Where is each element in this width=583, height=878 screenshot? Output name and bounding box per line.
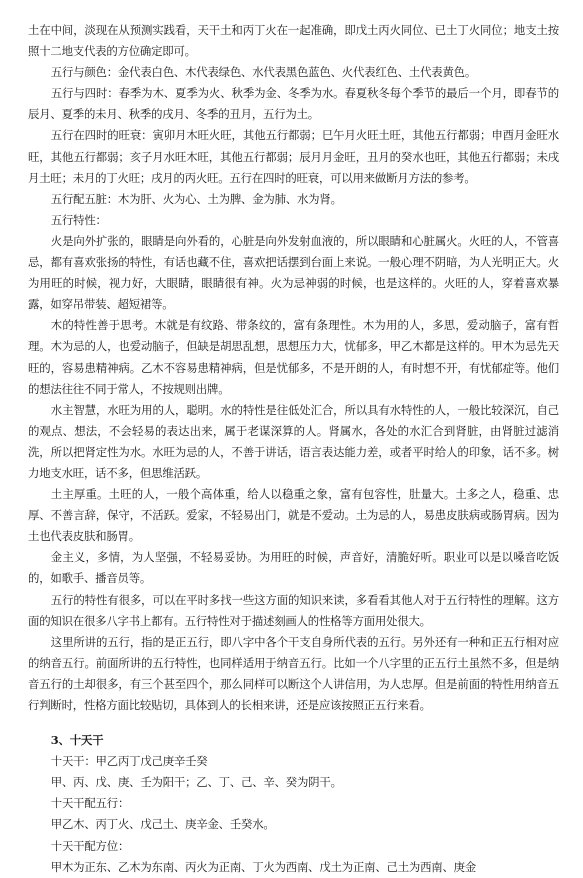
paragraph-8: 木的特性善于思考。木就是有纹路、带条纹的，富有条理性。木为用的人，多思，爱动脑子，富有哲理。木为忌的人，也爱动脑子，但缺是胡思乱想，思想压力大，忧郁多，甲乙木都是这样的。甲木为忌先天旺的，容易患精神病。乙木不容易患精神病，但是忧郁多，不是开朗的人，有时想不开，有忧郁症等。他们的想法往往不同于常人，不按规则出牌。: [28, 318, 559, 396]
paragraph-3: 五行与四时：春季为木、夏季为火、秋季为金、冬季为水。春夏秋冬每个季节的最后一个月，即春节的辰月、夏季的未月、秋季的戌月、冬季的丑月，五行为土。: [28, 86, 559, 122]
paragraph-1: 土在中间，淡现在从预测实践看，天干土和丙丁火在一起准确，即戊土丙火同位、已土丁火同位；地支土按照十二地支代表的方位确定即可。: [28, 23, 559, 59]
line-3: 十天干配五行：: [50, 796, 130, 811]
paragraph-5: 五行配五脏：木为肝、火为心、土为脾、金为肺、水为肾。: [50, 191, 342, 206]
line-4: 甲乙木、丙丁火、戊己土、庚辛金、壬癸水。: [50, 817, 275, 832]
paragraph-7: 火是向外扩张的，眼睛是向外看的，心脏是向外发射血液的，所以眼睛和心脏属火。火旺的人，不管喜忌，都有喜欢张扬的特性，有话也藏不住，喜欢把话摆到台面上来说。一般心理不阴暗，为人光明正大。火为用旺的时候，视力好，大眼睛，眼睛很有神。火为忌神弱的时候，也是这样的。火旺的人，穿着喜欢暴露，如穿吊带装、超短裙等。: [28, 233, 559, 312]
paragraph-12: 五行的特性有很多，可以在平时多找一些这方面的知识来读，多看看其他人对于五行特性的理解。这方面的知识在很多八字书上都有。五行特性对于描述刻画人的性格等方面用处很大。: [28, 592, 559, 628]
paragraph-2: 五行与颜色：金代表白色、木代表绿色、水代表黑色蓝色、火代表红色、土代表黄色。: [50, 65, 477, 80]
line-5: 十天干配方位：: [50, 838, 130, 853]
line-6: 甲木为正东、乙木为东南、丙火为正南、丁火为西南、戊土为正南、己土为西南、庚金: [50, 859, 477, 874]
line-1: 十天干：甲乙丙丁戊己庚辛壬癸: [50, 754, 208, 769]
paragraph-13: 这里所讲的五行，指的是正五行，即八字中各个干支自身所代表的五行。另外还有一种和正五行相对应的纳音五行。前面所讲的五行特性，也同样适用于纳音五行。比如一个八字里的正五行土虽然不多，但是纳音五行的土却很多，有三个甚至四个，那么同样可以断这个人讲信用，为人忠厚。但是前面的特性用纳音五行判断时，性格方面比较贴切，具体到人的长相来讲，还是应该按照正五行来看。: [28, 634, 559, 712]
paragraph-4: 五行在四时的旺衰：寅卯月木旺火旺，其他五行都弱；巳午月火旺土旺，其他五行都弱；申酉月金旺水旺，其他五行都弱；亥子月水旺木旺，其他五行都弱；辰月月金旺，丑月的癸水也旺，其他五行都弱；未戌月土旺；未月的丁火旺；戌月的丙火旺。五行在四时的旺衰，可以用来做断月方法的参考。: [28, 128, 559, 185]
section-gap: [28, 716, 559, 724]
line-2: 甲、丙、戊、庚、壬为阳干；乙、丁、己、辛、癸为阴干。: [50, 775, 342, 790]
paragraph-10: 土主厚重。土旺的人，一般个高体重，给人以稳重之象，富有包容性，肚量大。土多之人，稳重、忠厚、不善言辞，保守，不活跃。爱家，不轻易出门，就是不爱动。土为忌的人，易患皮肤病或肠胃病。因为土也代表皮肤和肠胃。: [28, 487, 559, 544]
paragraph-6: 五行特性：: [50, 212, 107, 227]
section-heading: 3、十天干: [50, 733, 104, 748]
paragraph-11: 金主义，多情，为人坚强，不轻易妥协。为用旺的时候，声音好，清脆好听。职业可以是以嗓音吃饭的，如歌手、播音员等。: [28, 550, 559, 586]
paragraph-9: 水主智慧，水旺为用的人，聪明。水的特性是往低处汇合，所以具有水特性的人，一般比较深沉，自己的观点、想法，不会轻易的表达出来，属于老谋深算的人。肾属水，各处的水汇合到肾脏，由肾脏过滤消洗，所以把肾定性为水。水旺为忌的人，不善于讲话，语言表达能力差，或者平时给人的印象，话不多。树力地支水旺，话不多，但思维活跃。: [28, 402, 559, 480]
